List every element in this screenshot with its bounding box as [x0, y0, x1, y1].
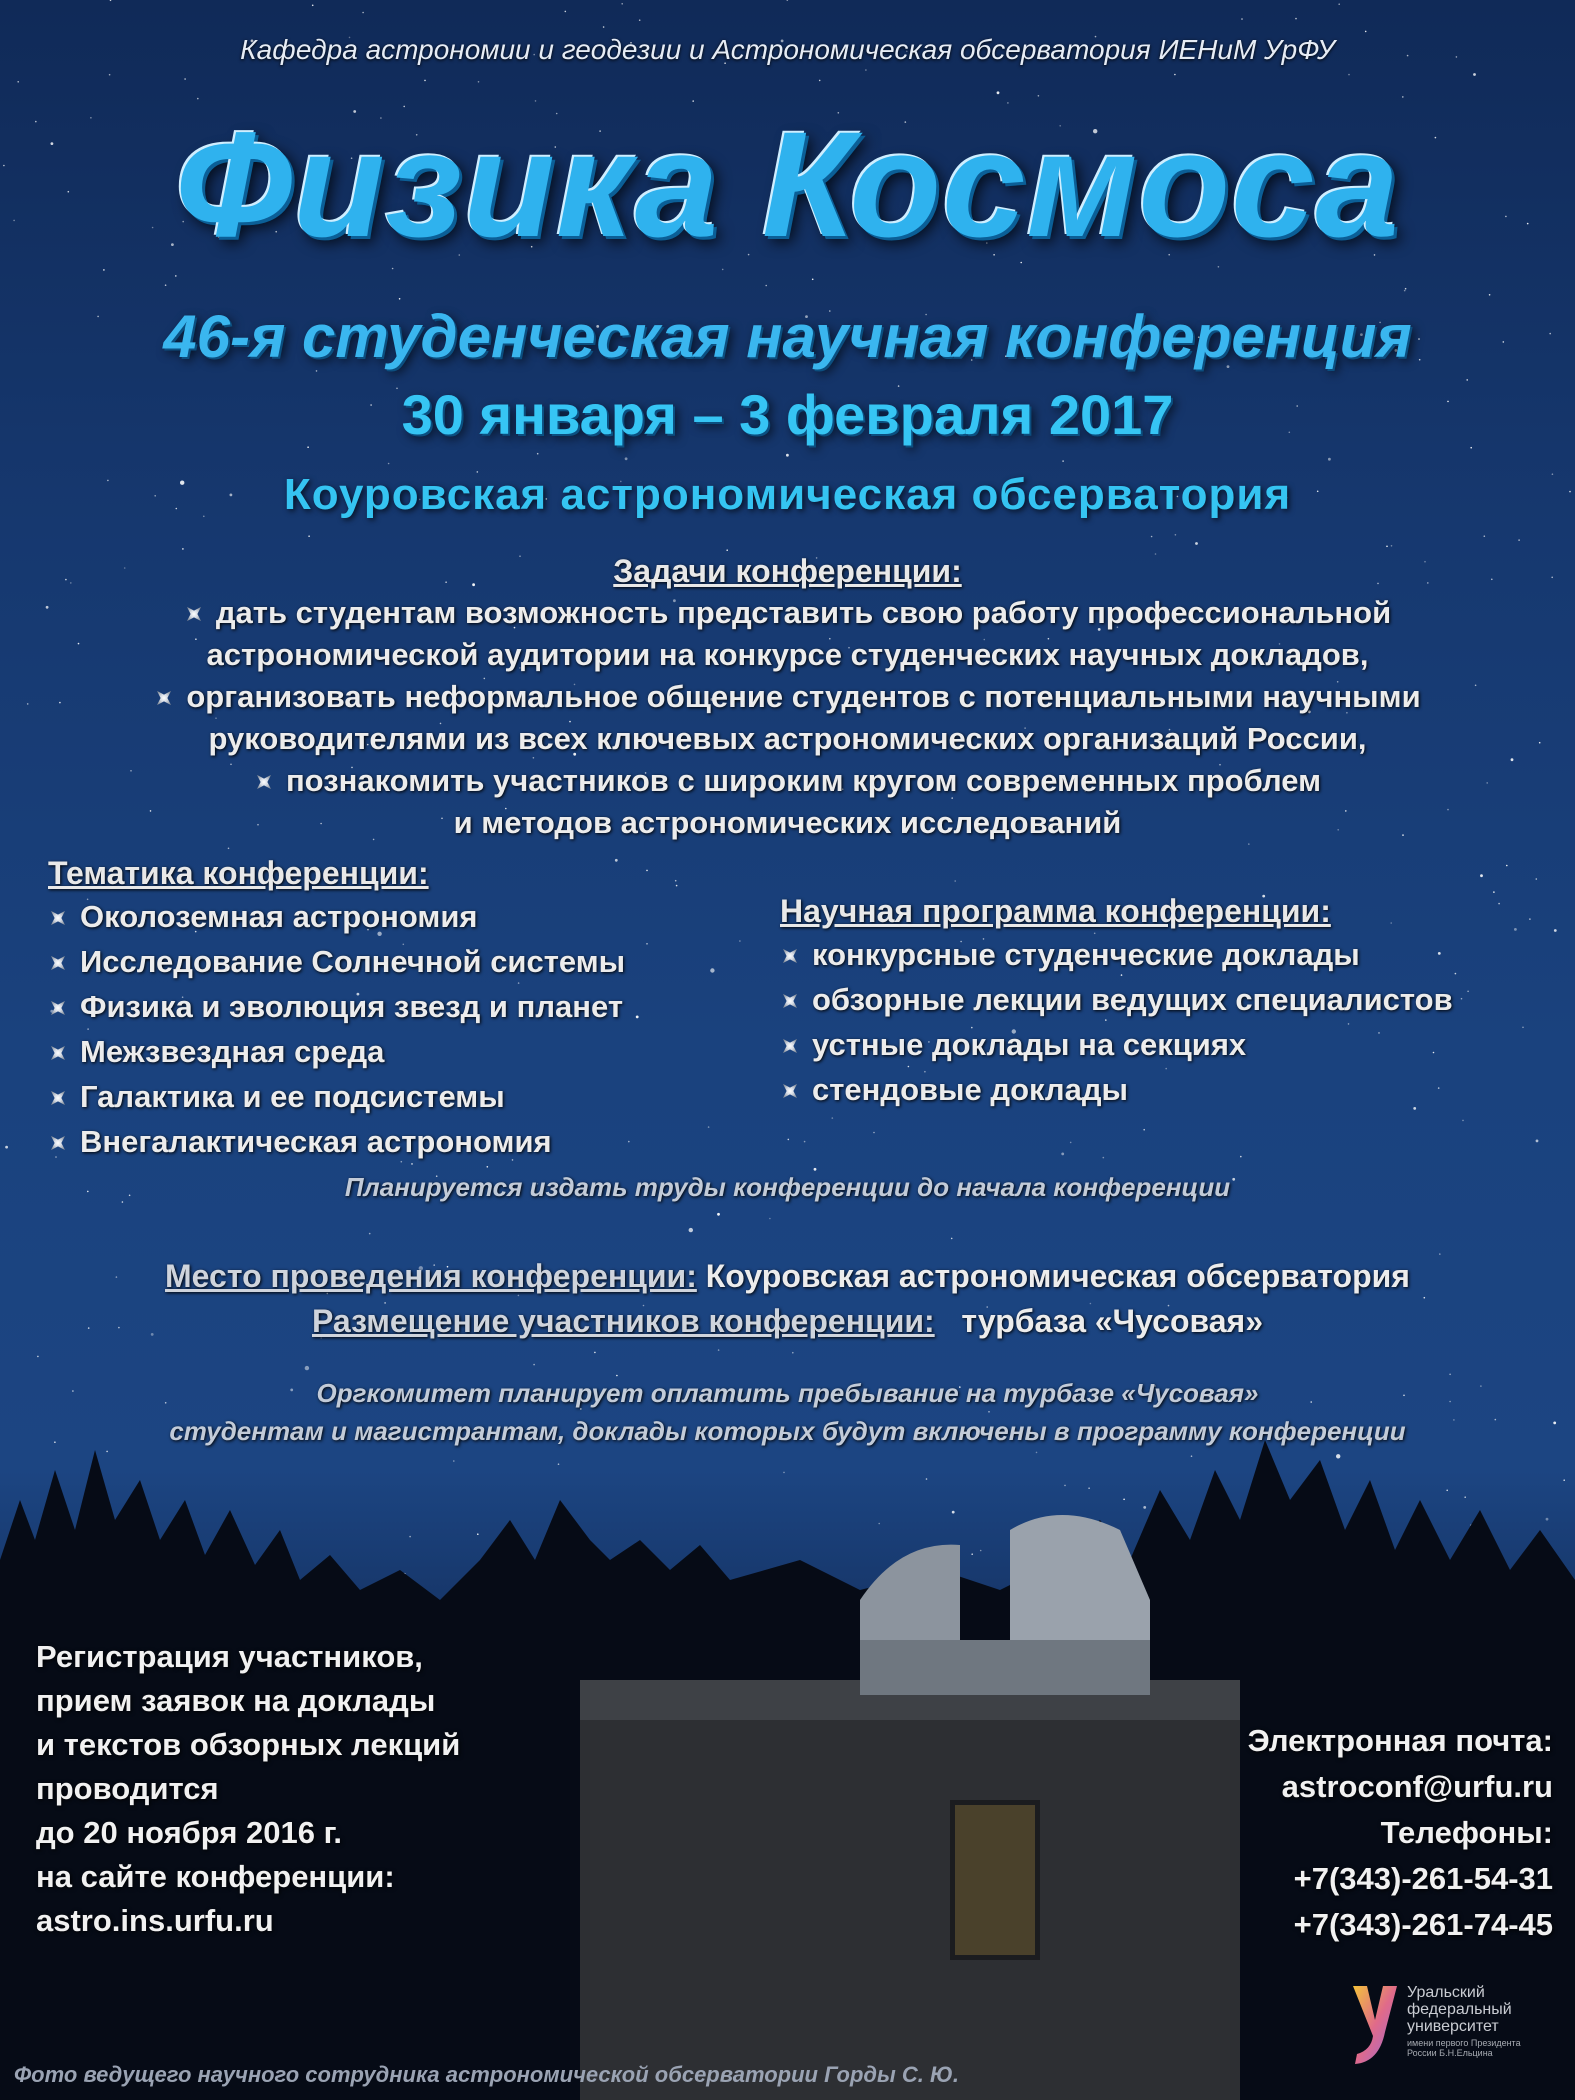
star [1506, 865, 1508, 867]
star [1143, 1129, 1145, 1131]
urfu-logo-mark-icon [1345, 1980, 1405, 2068]
star [537, 453, 539, 455]
star [603, 26, 605, 28]
star [1336, 1454, 1340, 1458]
star [1405, 288, 1407, 290]
star [1195, 542, 1198, 545]
phones-label: Телефоны: [1380, 1815, 1553, 1850]
star [765, 285, 767, 287]
star [388, 463, 390, 465]
star [1536, 878, 1538, 880]
star [487, 1166, 489, 1168]
star-bullet-icon [44, 994, 72, 1022]
venue-line [0, 1258, 1575, 1295]
star [783, 1472, 785, 1474]
star [1464, 1496, 1466, 1498]
funding-note: Оргкомитет планирует оплатить пребывание на турбазе «Чусовая» студентам и магистрантам, доклады которых будут включены в программу конференции [169, 1378, 1406, 1446]
star [109, 74, 111, 76]
topic-item: Исследование Солнечной системы [48, 939, 768, 984]
star [477, 1533, 479, 1535]
program-item: обзорные лекции ведущих специалистов [780, 977, 1540, 1022]
star [1348, 74, 1350, 76]
venue-value: Коуровская астрономическая обсерватория [705, 1258, 1410, 1294]
star [228, 848, 230, 850]
conference-location: Коуровская астрономическая обсерватория [283, 470, 1292, 519]
star [1088, 1487, 1090, 1489]
star-bullet-icon [250, 768, 278, 796]
phone-2[interactable]: +7(343)-261-74-45 [1293, 1907, 1553, 1942]
star [788, 1139, 790, 1141]
accommodation-label: Размещение участников конференции: [311, 1303, 935, 1339]
star [1489, 294, 1491, 296]
star [453, 1460, 455, 1462]
star [832, 1117, 834, 1119]
star [718, 1349, 720, 1351]
star-bullet-icon [44, 1084, 72, 1112]
star [1446, 1490, 1448, 1492]
star [1424, 1297, 1426, 1299]
star [980, 1550, 982, 1552]
star [786, 454, 789, 457]
task-item: организовать неформальное общение студентов с потенциальными научными [0, 676, 1575, 718]
star [1466, 379, 1468, 381]
star [1295, 18, 1297, 20]
contacts-block [953, 1718, 1553, 1948]
conference-title: Физика Космоса [175, 100, 1400, 268]
star [399, 298, 401, 300]
registration-block: Регистрация участников, прием заявок на доклады и текстов обзорных лекций проводится до 20 ноября 2016 г. на сайте конференции: astro.ins.urfu.ru [36, 1635, 556, 1943]
star [1064, 1485, 1066, 1487]
star [558, 1463, 560, 1465]
star [1439, 1253, 1441, 1255]
star [409, 1536, 411, 1538]
star [533, 1364, 535, 1366]
email-link[interactable]: astroconf@urfu.ru [1281, 1769, 1553, 1804]
star [308, 535, 310, 537]
star [873, 1132, 875, 1134]
star-bullet-icon [776, 1077, 804, 1105]
star [717, 1213, 720, 1216]
star [1123, 1499, 1125, 1501]
star [1061, 1153, 1064, 1156]
topic-item: Внегалактическая астрономия [48, 1119, 768, 1164]
star [1484, 535, 1486, 537]
accommodation-line [0, 1303, 1575, 1340]
star [1240, 1156, 1242, 1158]
tasks-section: Задачи конференции: дать студентам возможность представить свою работу профессиональной астрономической аудитории на конкурсе студенческих научных докладов, организовать неформальное общение студентов с потенциальными научными руководителями из всех ключевых астрономических организаций России, познакомить участников с широким кругом современных проблем и методов астрономических исследований [0, 550, 1575, 844]
star-bullet-icon [776, 987, 804, 1015]
star [106, 1451, 108, 1453]
star [1328, 458, 1331, 461]
star [1174, 74, 1176, 76]
program-heading: Научная программа конференции: [780, 893, 1331, 929]
star [1036, 1452, 1038, 1454]
star [1191, 1455, 1193, 1457]
topics-heading: Тематика конференции: [48, 855, 429, 891]
star [478, 81, 480, 83]
star [1386, 546, 1388, 548]
star [17, 81, 19, 83]
star [787, 0, 789, 1]
star [5, 1146, 8, 1149]
program-section [780, 890, 1540, 1112]
star [1470, 447, 1472, 449]
star [165, 284, 167, 286]
program-item: конкурсные студенческие доклады [780, 932, 1540, 977]
star [594, 1352, 596, 1354]
star [814, 1168, 817, 1171]
star [1473, 73, 1476, 76]
star [954, 880, 956, 882]
star-bullet-icon [44, 904, 72, 932]
task-item: познакомить участников с широким кругом современных проблем [0, 760, 1575, 802]
organizer-line: Кафедра астрономии и геодезии и Астрономическая обсерватория ИЕНиМ УрФУ [240, 34, 1335, 65]
star [1365, 31, 1367, 33]
star [184, 78, 186, 80]
star [1462, 1120, 1464, 1122]
star-bullet-icon [150, 684, 178, 712]
photo-credit: Фото ведущего научного сотрудника астрономической обсерватории Горды С. Ю. [14, 2062, 960, 2087]
star [865, 69, 867, 71]
topic-item: Межзвездная среда [48, 1029, 768, 1074]
task-item: дать студентам возможность представить свою работу профессиональной [0, 592, 1575, 634]
urfu-logo: Уральский федеральный университет имени первого Президента России Б.Н.Ельцина [1345, 1980, 1565, 2070]
star [1338, 3, 1340, 5]
star [1241, 18, 1243, 20]
star-bullet-icon [44, 949, 72, 977]
topic-item: Околоземная астрономия [48, 894, 768, 939]
star [1480, 874, 1483, 877]
star [1151, 536, 1153, 538]
star [951, 1238, 953, 1240]
phone-1[interactable]: +7(343)-261-54-31 [1293, 1861, 1553, 1896]
star [997, 91, 1000, 94]
email-label: Электронная почта: [1247, 1723, 1553, 1758]
star [878, 1523, 880, 1525]
star [1103, 1157, 1105, 1159]
star [971, 1553, 973, 1555]
program-item: устные доклады на секциях [780, 1022, 1540, 1067]
star [1391, 545, 1393, 547]
star-bullet-icon [776, 1032, 804, 1060]
tasks-heading: Задачи конференции: [613, 553, 962, 589]
star [769, 1218, 771, 1220]
star [37, 1356, 39, 1358]
star [362, 12, 364, 14]
star [1175, 534, 1177, 536]
topic-item: Физика и эволюция звезд и планет [48, 984, 768, 1029]
program-item: стендовые доклады [780, 1067, 1540, 1112]
venue-label: Место проведения конференции: [165, 1258, 697, 1294]
conference-subtitle: 46-я студенческая научная конференция [163, 303, 1412, 370]
topic-item: Галактика и ее подсистемы [48, 1074, 768, 1119]
star [305, 1366, 309, 1370]
website-link[interactable]: astro.ins.urfu.ru [36, 1903, 274, 1938]
star [369, 1233, 371, 1235]
star [1070, 1142, 1072, 1144]
star [625, 457, 628, 460]
star [926, 1478, 928, 1480]
star [1563, 1479, 1565, 1481]
star [312, 5, 314, 7]
star [110, 0, 112, 1]
star [689, 1228, 693, 1232]
star [175, 275, 177, 277]
star [952, 1511, 955, 1514]
star [1518, 539, 1520, 541]
star [424, 80, 426, 82]
star [1404, 290, 1406, 292]
star [1143, 1506, 1146, 1509]
star [819, 80, 821, 82]
star-bullet-icon [776, 942, 804, 970]
star [1546, 1518, 1549, 1521]
star [1038, 95, 1040, 97]
star [1554, 929, 1557, 932]
star [812, 279, 814, 281]
star-bullet-icon [44, 1039, 72, 1067]
star [1062, 460, 1064, 462]
star [639, 19, 641, 21]
star [792, 1352, 794, 1354]
accommodation-value: турбаза «Чусовая» [961, 1303, 1264, 1339]
proceedings-note: Планируется издать труды конференции до начала конференции [344, 1172, 1231, 1202]
star [621, 3, 623, 5]
star-bullet-icon [180, 600, 208, 628]
star [804, 1141, 806, 1143]
conference-dates: 30 января – 3 февраля 2017 [401, 383, 1174, 446]
star [565, 11, 567, 13]
star [1536, 1140, 1539, 1143]
topics-section [48, 852, 768, 1164]
star-bullet-icon [44, 1129, 72, 1157]
